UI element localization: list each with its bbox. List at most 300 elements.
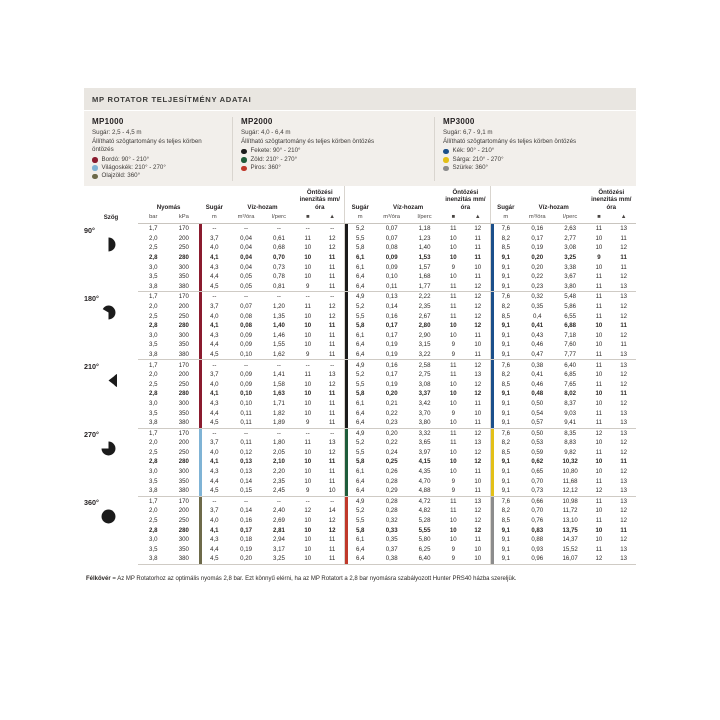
cell-lmin-mp1000: -- <box>262 428 295 438</box>
cell-precip-sq-mp3000: 11 <box>587 360 612 370</box>
cell-bar: 2,8 <box>138 253 169 263</box>
unit-square-mp3000: ■ <box>587 213 612 224</box>
cell-kpa: 350 <box>169 476 200 486</box>
cell-precip-tri-mp1000: -- <box>320 224 345 234</box>
model-color-bar <box>199 350 202 360</box>
cell-radius-mp1000: 4,4 <box>199 545 230 555</box>
cell-bar: 2,0 <box>138 302 169 312</box>
cell-radius-mp3000: 9,1 <box>490 321 521 331</box>
cell-radius-mp2000: 4,9 <box>345 428 376 438</box>
arc-item <box>241 164 426 172</box>
arc-label: Szürke: 360° <box>452 164 488 172</box>
cell-lmin-mp1000: 2,10 <box>262 457 295 467</box>
cell-m3h-mp2000: 0,28 <box>375 496 408 506</box>
unit-kpa: kPa <box>169 213 200 224</box>
model-color-bar <box>345 497 348 507</box>
model-color-bar <box>345 380 348 390</box>
cell-radius-mp2000: 6,1 <box>345 399 376 409</box>
cell-lmin-mp2000: 2,35 <box>408 302 441 312</box>
cell-radius-mp3000: 9,1 <box>490 467 521 477</box>
table-row <box>84 408 636 418</box>
cell-precip-tri-mp2000: 13 <box>466 438 491 448</box>
arc-shape-icon <box>100 236 117 253</box>
model-color-bar <box>491 545 494 555</box>
model-color-bar <box>199 467 202 477</box>
cell-radius-mp2000: 5,8 <box>345 321 376 331</box>
model-color-bar <box>491 506 494 516</box>
model-color-bar <box>491 389 494 399</box>
model-color-bar <box>199 234 202 244</box>
cell-precip-tri-mp1000: 12 <box>320 234 345 244</box>
cell-m3h-mp3000: 0,38 <box>521 360 554 370</box>
cell-precip-tri-mp1000: 11 <box>320 340 345 350</box>
cell-m3h-mp3000: 0,47 <box>521 350 554 360</box>
cell-radius-mp2000: 5,2 <box>345 506 376 516</box>
cell-radius-mp2000: 5,5 <box>345 516 376 526</box>
angle-label: 180° <box>84 293 99 303</box>
cell-m3h-mp1000: -- <box>230 224 263 234</box>
model-color-bar <box>345 234 348 244</box>
col-flow-mp3000: Víz-hozam <box>521 186 587 213</box>
cell-m3h-mp3000: 0,46 <box>521 380 554 390</box>
color-dot-icon <box>92 157 98 163</box>
col-precip-mp2000: Öntözési inenzitás mm/óra <box>441 186 490 213</box>
cell-kpa: 380 <box>169 282 200 292</box>
cell-lmin-mp1000: 1,62 <box>262 350 295 360</box>
table-row <box>84 399 636 409</box>
table-body <box>84 224 636 565</box>
cell-m3h-mp3000: 0,73 <box>521 486 554 496</box>
cell-lmin-mp3000: 7,60 <box>554 340 587 350</box>
unit-lmin-mp3000: l/perc <box>554 213 587 224</box>
cell-radius-mp3000: 8,2 <box>490 506 521 516</box>
cell-precip-tri-mp3000: 12 <box>611 272 636 282</box>
cell-m3h-mp3000: 0,16 <box>521 224 554 234</box>
cell-lmin-mp1000: 0,78 <box>262 272 295 282</box>
cell-radius-mp2000: 6,4 <box>345 408 376 418</box>
model-color-bar <box>199 243 202 253</box>
cell-precip-sq-mp3000: 11 <box>587 292 612 302</box>
cell-precip-tri-mp3000: 13 <box>611 486 636 496</box>
cell-precip-tri-mp3000: 11 <box>611 389 636 399</box>
cell-m3h-mp3000: 0,83 <box>521 525 554 535</box>
cell-radius-mp2000: 5,8 <box>345 525 376 535</box>
cell-radius-mp3000: 9,1 <box>490 253 521 263</box>
model-color-bar <box>199 476 202 486</box>
cell-lmin-mp2000: 1,18 <box>408 224 441 234</box>
col-flow-mp1000: Víz-hozam <box>230 186 296 213</box>
model-col-mp1000 <box>84 117 232 181</box>
model-color-bar <box>345 389 348 399</box>
cell-m3h-mp2000: 0,33 <box>375 525 408 535</box>
cell-precip-sq-mp2000: 10 <box>441 243 466 253</box>
cell-m3h-mp2000: 0,21 <box>375 399 408 409</box>
cell-kpa: 200 <box>169 234 200 244</box>
cell-lmin-mp3000: 3,08 <box>554 243 587 253</box>
cell-radius-mp3000: 9,1 <box>490 399 521 409</box>
model-color-bar <box>491 360 494 370</box>
cell-m3h-mp3000: 0,88 <box>521 535 554 545</box>
cell-radius-mp3000: 9,1 <box>490 418 521 428</box>
cell-m3h-mp2000: 0,09 <box>375 262 408 272</box>
cell-precip-tri-mp3000: 12 <box>611 535 636 545</box>
cell-lmin-mp2000: 3,15 <box>408 340 441 350</box>
cell-precip-sq-mp2000: 10 <box>441 234 466 244</box>
cell-radius-mp2000: 6,1 <box>345 467 376 477</box>
cell-radius-mp2000: 5,5 <box>345 448 376 458</box>
cell-kpa: 380 <box>169 486 200 496</box>
cell-m3h-mp1000: 0,18 <box>230 535 263 545</box>
cell-lmin-mp1000: 1,58 <box>262 380 295 390</box>
model-color-bar <box>491 486 494 496</box>
cell-radius-mp1000: 4,0 <box>199 516 230 526</box>
cell-kpa: 250 <box>169 243 200 253</box>
unit-square-mp1000: ■ <box>295 213 320 224</box>
cell-precip-tri-mp2000: 12 <box>466 302 491 312</box>
cell-m3h-mp2000: 0,28 <box>375 476 408 486</box>
table-row <box>84 486 636 496</box>
model-name: MP2000 <box>241 117 273 126</box>
cell-precip-sq-mp3000: 11 <box>587 272 612 282</box>
cell-lmin-mp1000: -- <box>262 292 295 302</box>
cell-m3h-mp3000: 0,70 <box>521 476 554 486</box>
table-row <box>84 516 636 526</box>
cell-precip-sq-mp3000: 11 <box>587 408 612 418</box>
cell-bar: 2,0 <box>138 506 169 516</box>
color-dot-icon <box>443 166 449 172</box>
cell-m3h-mp3000: 0,70 <box>521 506 554 516</box>
table-row <box>84 467 636 477</box>
cell-m3h-mp1000: 0,09 <box>230 380 263 390</box>
cell-precip-sq-mp2000: 11 <box>441 496 466 506</box>
cell-precip-sq-mp2000: 9 <box>441 554 466 564</box>
cell-m3h-mp3000: 0,96 <box>521 554 554 564</box>
table-head <box>84 186 636 224</box>
cell-m3h-mp1000: 0,08 <box>230 311 263 321</box>
model-color-bar <box>345 467 348 477</box>
cell-precip-tri-mp2000: 10 <box>466 340 491 350</box>
cell-precip-tri-mp2000: 12 <box>466 311 491 321</box>
cell-lmin-mp1000: 1,20 <box>262 302 295 312</box>
cell-radius-mp3000: 9,1 <box>490 272 521 282</box>
cell-precip-sq-mp3000: 12 <box>587 554 612 564</box>
cell-radius-mp1000: 4,5 <box>199 350 230 360</box>
cell-precip-sq-mp3000: 12 <box>587 486 612 496</box>
cell-precip-tri-mp2000: 12 <box>466 360 491 370</box>
cell-lmin-mp1000: -- <box>262 496 295 506</box>
table-row <box>84 340 636 350</box>
cell-lmin-mp2000: 1,77 <box>408 282 441 292</box>
table-row <box>84 418 636 428</box>
color-dot-icon <box>241 149 247 155</box>
model-color-bar <box>491 380 494 390</box>
cell-bar: 2,0 <box>138 438 169 448</box>
cell-lmin-mp2000: 3,80 <box>408 418 441 428</box>
cell-radius-mp3000: 9,1 <box>490 525 521 535</box>
cell-m3h-mp1000: -- <box>230 292 263 302</box>
arc-label: Világoskék: 210° - 270° <box>101 164 166 172</box>
cell-lmin-mp3000: 6,85 <box>554 370 587 380</box>
cell-precip-tri-mp2000: 12 <box>466 525 491 535</box>
model-note: Állítható szögtartomány és teljes körben öntözés <box>92 138 202 154</box>
cell-precip-tri-mp1000: 11 <box>320 262 345 272</box>
cell-radius-mp1000: 4,1 <box>199 321 230 331</box>
model-color-bar <box>199 448 202 458</box>
cell-precip-tri-mp3000: 12 <box>611 380 636 390</box>
table-row <box>84 282 636 292</box>
model-color-bar <box>199 253 202 263</box>
table-row <box>84 554 636 564</box>
cell-m3h-mp1000: 0,11 <box>230 418 263 428</box>
cell-precip-sq-mp3000: 11 <box>587 496 612 506</box>
model-color-bar <box>345 429 348 439</box>
table-row <box>84 302 636 312</box>
cell-radius-mp3000: 9,1 <box>490 389 521 399</box>
cell-bar: 1,7 <box>138 224 169 234</box>
model-color-bar <box>199 224 202 234</box>
cell-m3h-mp1000: 0,10 <box>230 389 263 399</box>
cell-lmin-mp1000: -- <box>262 360 295 370</box>
cell-precip-tri-mp2000: 11 <box>466 399 491 409</box>
model-radius: Sugár: 4,0 - 6,4 m <box>241 129 291 136</box>
cell-m3h-mp1000: 0,14 <box>230 476 263 486</box>
cell-radius-mp3000: 8,5 <box>490 516 521 526</box>
cell-precip-tri-mp3000: 13 <box>611 282 636 292</box>
arc-list <box>443 147 628 172</box>
cell-precip-sq-mp3000: 10 <box>587 331 612 341</box>
cell-radius-mp1000: 4,3 <box>199 399 230 409</box>
cell-precip-tri-mp3000: 11 <box>611 321 636 331</box>
cell-precip-tri-mp1000: 11 <box>320 457 345 467</box>
cell-lmin-mp1000: 1,55 <box>262 340 295 350</box>
cell-lmin-mp3000: 5,48 <box>554 292 587 302</box>
cell-lmin-mp3000: 6,55 <box>554 311 587 321</box>
cell-kpa: 350 <box>169 408 200 418</box>
cell-lmin-mp1000: -- <box>262 224 295 234</box>
table-row <box>84 224 636 234</box>
cell-precip-sq-mp1000: -- <box>295 496 320 506</box>
cell-precip-sq-mp1000: 10 <box>295 340 320 350</box>
model-color-bar <box>199 408 202 418</box>
cell-radius-mp3000: 9,1 <box>490 340 521 350</box>
cell-m3h-mp2000: 0,20 <box>375 389 408 399</box>
cell-m3h-mp3000: 0,59 <box>521 448 554 458</box>
model-color-bar <box>491 243 494 253</box>
cell-lmin-mp3000: 2,63 <box>554 224 587 234</box>
model-color-bar <box>345 525 348 535</box>
model-color-bar <box>491 262 494 272</box>
cell-precip-tri-mp2000: 10 <box>466 545 491 555</box>
cell-m3h-mp3000: 0,17 <box>521 234 554 244</box>
table-row <box>84 350 636 360</box>
table-row <box>84 545 636 555</box>
cell-kpa: 300 <box>169 467 200 477</box>
cell-precip-sq-mp1000: 10 <box>295 331 320 341</box>
cell-radius-mp1000: 4,1 <box>199 253 230 263</box>
unit-m-mp1000: m <box>199 213 230 224</box>
cell-lmin-mp1000: 0,73 <box>262 262 295 272</box>
cell-m3h-mp1000: 0,07 <box>230 302 263 312</box>
model-color-bar <box>491 497 494 507</box>
cell-m3h-mp1000: 0,04 <box>230 253 263 263</box>
cell-m3h-mp1000: 0,04 <box>230 262 263 272</box>
cell-precip-tri-mp1000: 11 <box>320 545 345 555</box>
cell-precip-sq-mp1000: 10 <box>295 272 320 282</box>
cell-radius-mp1000: 4,5 <box>199 486 230 496</box>
cell-radius-mp1000: 3,7 <box>199 370 230 380</box>
cell-precip-tri-mp2000: 11 <box>466 467 491 477</box>
cell-m3h-mp2000: 0,10 <box>375 272 408 282</box>
cell-radius-mp1000: -- <box>199 292 230 302</box>
cell-precip-sq-mp2000: 10 <box>441 389 466 399</box>
cell-m3h-mp2000: 0,07 <box>375 224 408 234</box>
cell-precip-tri-mp3000: 12 <box>611 516 636 526</box>
cell-precip-tri-mp1000: 11 <box>320 321 345 331</box>
cell-precip-tri-mp1000: 11 <box>320 350 345 360</box>
unit-m3h-mp1000: m³/óra <box>230 213 263 224</box>
model-color-bar <box>199 292 202 302</box>
cell-precip-sq-mp3000: 10 <box>587 457 612 467</box>
cell-precip-tri-mp1000: -- <box>320 496 345 506</box>
cell-precip-sq-mp1000: 10 <box>295 545 320 555</box>
model-color-bar <box>345 370 348 380</box>
angle-cell <box>84 292 138 360</box>
cell-lmin-mp2000: 2,80 <box>408 321 441 331</box>
model-color-bar <box>199 457 202 467</box>
model-color-bar <box>199 497 202 507</box>
model-color-bar <box>345 418 348 428</box>
cell-kpa: 200 <box>169 302 200 312</box>
cell-precip-tri-mp2000: 12 <box>466 282 491 292</box>
cell-lmin-mp2000: 3,22 <box>408 350 441 360</box>
cell-precip-sq-mp1000: 10 <box>295 516 320 526</box>
cell-kpa: 250 <box>169 380 200 390</box>
cell-precip-tri-mp1000: -- <box>320 360 345 370</box>
cell-bar: 3,8 <box>138 486 169 496</box>
cell-kpa: 170 <box>169 496 200 506</box>
table-row <box>84 292 636 302</box>
cell-m3h-mp3000: 0,43 <box>521 331 554 341</box>
col-radius-mp1000: Sugár <box>199 186 230 213</box>
cell-precip-tri-mp3000: 13 <box>611 545 636 555</box>
cell-lmin-mp2000: 4,70 <box>408 476 441 486</box>
col-radius-mp3000: Sugár <box>490 186 521 213</box>
cell-m3h-mp1000: 0,11 <box>230 408 263 418</box>
unit-m3h-mp3000: m³/óra <box>521 213 554 224</box>
unit-triangle-mp1000: ▲ <box>320 213 345 224</box>
unit-m-mp2000: m <box>345 213 376 224</box>
cell-lmin-mp2000: 2,22 <box>408 292 441 302</box>
model-radius: Sugár: 6,7 - 9,1 m <box>443 129 493 136</box>
cell-precip-tri-mp3000: 11 <box>611 262 636 272</box>
cell-lmin-mp2000: 5,28 <box>408 516 441 526</box>
cell-precip-sq-mp2000: 9 <box>441 340 466 350</box>
cell-bar: 2,5 <box>138 380 169 390</box>
model-color-bar <box>345 224 348 234</box>
cell-m3h-mp1000: 0,15 <box>230 486 263 496</box>
cell-radius-mp3000: 8,5 <box>490 243 521 253</box>
footnote-lead: Félkövér <box>86 575 111 582</box>
cell-radius-mp1000: 4,1 <box>199 525 230 535</box>
cell-lmin-mp2000: 4,35 <box>408 467 441 477</box>
cell-precip-tri-mp1000: 11 <box>320 408 345 418</box>
cell-m3h-mp1000: 0,05 <box>230 272 263 282</box>
cell-precip-sq-mp3000: 10 <box>587 234 612 244</box>
table-row <box>84 428 636 438</box>
cell-m3h-mp3000: 0,93 <box>521 545 554 555</box>
cell-lmin-mp1000: 0,81 <box>262 282 295 292</box>
cell-kpa: 300 <box>169 399 200 409</box>
model-color-bar <box>491 311 494 321</box>
cell-radius-mp2000: 5,8 <box>345 457 376 467</box>
performance-table <box>84 186 636 565</box>
col-angle: Szög <box>84 186 138 224</box>
cell-precip-sq-mp2000: 9 <box>441 545 466 555</box>
cell-precip-sq-mp3000: 11 <box>587 476 612 486</box>
cell-m3h-mp1000: 0,10 <box>230 350 263 360</box>
unit-triangle-mp2000: ▲ <box>466 213 491 224</box>
cell-radius-mp2000: 5,5 <box>345 380 376 390</box>
model-color-bar <box>345 408 348 418</box>
cell-precip-sq-mp1000: 9 <box>295 418 320 428</box>
cell-lmin-mp2000: 2,67 <box>408 311 441 321</box>
cell-lmin-mp3000: 11,68 <box>554 476 587 486</box>
unit-m-mp3000: m <box>490 213 521 224</box>
cell-m3h-mp3000: 0,57 <box>521 418 554 428</box>
cell-lmin-mp2000: 3,08 <box>408 380 441 390</box>
cell-m3h-mp1000: 0,17 <box>230 525 263 535</box>
cell-precip-sq-mp1000: 10 <box>295 311 320 321</box>
cell-kpa: 250 <box>169 311 200 321</box>
model-color-bar <box>491 448 494 458</box>
cell-precip-sq-mp2000: 10 <box>441 535 466 545</box>
cell-lmin-mp2000: 4,88 <box>408 486 441 496</box>
cell-radius-mp1000: 3,7 <box>199 234 230 244</box>
cell-lmin-mp3000: 8,02 <box>554 389 587 399</box>
cell-precip-tri-mp3000: 11 <box>611 457 636 467</box>
cell-precip-sq-mp3000: 10 <box>587 506 612 516</box>
cell-lmin-mp1000: 2,94 <box>262 535 295 545</box>
cell-radius-mp1000: 4,0 <box>199 243 230 253</box>
cell-bar: 1,7 <box>138 292 169 302</box>
cell-lmin-mp2000: 1,57 <box>408 262 441 272</box>
cell-m3h-mp2000: 0,14 <box>375 302 408 312</box>
cell-radius-mp1000: 4,0 <box>199 311 230 321</box>
cell-m3h-mp3000: 0,22 <box>521 272 554 282</box>
cell-radius-mp3000: 9,1 <box>490 350 521 360</box>
model-color-bar <box>491 302 494 312</box>
arc-label: Fekete: 90° - 210° <box>250 147 301 155</box>
model-color-bar <box>491 429 494 439</box>
cell-precip-sq-mp3000: 10 <box>587 525 612 535</box>
model-color-bar <box>345 262 348 272</box>
arc-shape-icon <box>100 372 117 389</box>
arc-shape-icon <box>100 508 117 525</box>
model-color-bar <box>345 457 348 467</box>
cell-radius-mp3000: 9,1 <box>490 554 521 564</box>
cell-precip-tri-mp3000: 13 <box>611 360 636 370</box>
model-color-bar <box>199 340 202 350</box>
arc-item <box>443 156 628 164</box>
cell-lmin-mp2000: 2,58 <box>408 360 441 370</box>
cell-precip-sq-mp1000: 10 <box>295 554 320 564</box>
cell-bar: 2,8 <box>138 525 169 535</box>
cell-m3h-mp2000: 0,17 <box>375 370 408 380</box>
table-row <box>84 243 636 253</box>
model-color-bar <box>199 545 202 555</box>
cell-kpa: 170 <box>169 292 200 302</box>
model-color-bar <box>199 535 202 545</box>
